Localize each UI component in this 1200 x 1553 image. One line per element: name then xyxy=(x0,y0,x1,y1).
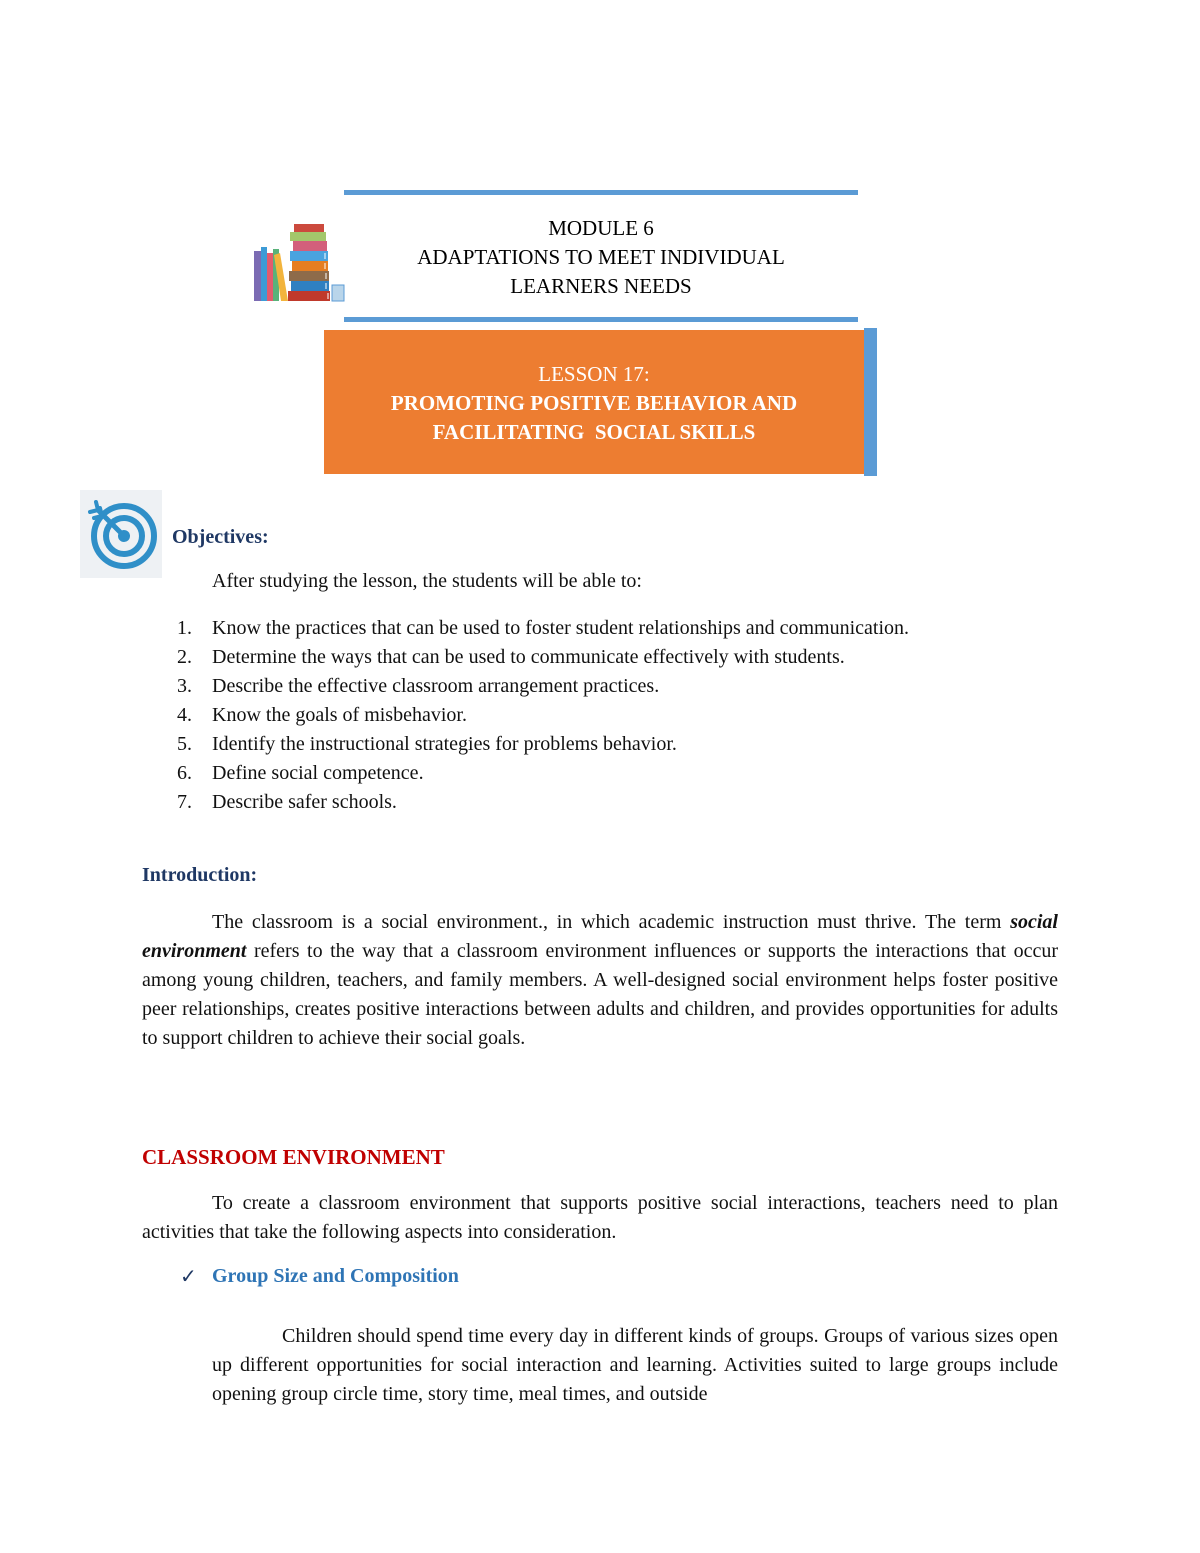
module-title xyxy=(344,214,858,301)
objective-text: Describe the effective classroom arrangement practices. xyxy=(212,675,660,697)
introduction-text-end: refers to the way that a classroom environment influences or supports the interactions that occur among young children, teachers, and family members. A well-designed social environment helps foster positive peer relationships, creates positive interactions between adults and children, and provides opportunities for adults to support children to achieve their social goals. xyxy=(142,940,1058,1049)
lesson-box xyxy=(324,330,864,474)
objective-text: Identify the instructional strategies for problems behavior. xyxy=(212,733,677,755)
top-rule xyxy=(344,190,858,195)
objectives-heading: Objectives: xyxy=(172,526,269,548)
objective-item xyxy=(170,614,909,643)
objective-item xyxy=(170,759,909,788)
objective-text: Define social competence. xyxy=(212,762,424,784)
lesson-title-line-1: PROMOTING POSITIVE BEHAVIOR AND xyxy=(390,391,798,415)
introduction-heading: Introduction: xyxy=(142,864,258,886)
objective-text: Know the goals of misbehavior. xyxy=(212,704,467,726)
objective-number: 2. xyxy=(177,646,192,668)
objective-item xyxy=(170,701,909,730)
objective-text: Know the practices that can be used to foster student relationships and communication. xyxy=(212,617,910,639)
bottom-rule xyxy=(344,317,858,322)
objectives-intro: After studying the lesson, the students will be able to: xyxy=(212,570,642,592)
classroom-paragraph-text: To create a classroom environment that supports positive social interactions, teachers need to plan activities that take the following aspects into consideration. xyxy=(142,1192,1058,1243)
module-title-line-2: LEARNERS NEEDS xyxy=(510,274,692,298)
checkmark-icon: ✓ xyxy=(180,1266,197,1288)
objective-item xyxy=(170,788,909,817)
objective-number: 5. xyxy=(177,733,192,755)
lesson-title-line-2: FACILITATING SOCIAL SKILLS xyxy=(432,420,756,444)
objective-number: 1. xyxy=(177,617,192,639)
objectives-list xyxy=(170,614,909,817)
module-title-line-1: ADAPTATIONS TO MEET INDIVIDUAL xyxy=(417,245,785,269)
objective-item xyxy=(170,643,909,672)
introduction-term: social environment xyxy=(142,911,1058,962)
objective-item xyxy=(170,672,909,701)
group-size-heading: Group Size and Composition xyxy=(212,1265,459,1287)
objective-number: 7. xyxy=(177,791,192,813)
stacked-books-icon xyxy=(244,213,350,305)
introduction-text-start: The classroom is a social environment., in which academic instruction must thrive. The term xyxy=(212,911,1011,933)
classroom-paragraph xyxy=(142,1189,1058,1247)
objective-item xyxy=(170,730,909,759)
classroom-environment-heading: CLASSROOM ENVIRONMENT xyxy=(142,1145,445,1169)
target-arrow-icon xyxy=(80,490,162,578)
lesson-box-edge xyxy=(864,328,877,476)
objective-number: 3. xyxy=(177,675,192,697)
objective-number: 4. xyxy=(177,704,192,726)
objective-text: Describe safer schools. xyxy=(212,791,397,813)
objective-text: Determine the ways that can be used to communicate effectively with students. xyxy=(212,646,845,668)
lesson-number: LESSON 17: xyxy=(538,362,650,386)
objective-number: 6. xyxy=(177,762,192,784)
introduction-paragraph xyxy=(142,908,1058,1053)
group-size-paragraph-text: Children should spend time every day in different kinds of groups. Groups of various sizes open up different opportunities for social interaction and learning. Activities suited to large groups include opening group circle time, story time, meal times, and outside xyxy=(212,1325,1058,1405)
group-size-paragraph xyxy=(212,1322,1058,1409)
module-number: MODULE 6 xyxy=(548,216,654,240)
